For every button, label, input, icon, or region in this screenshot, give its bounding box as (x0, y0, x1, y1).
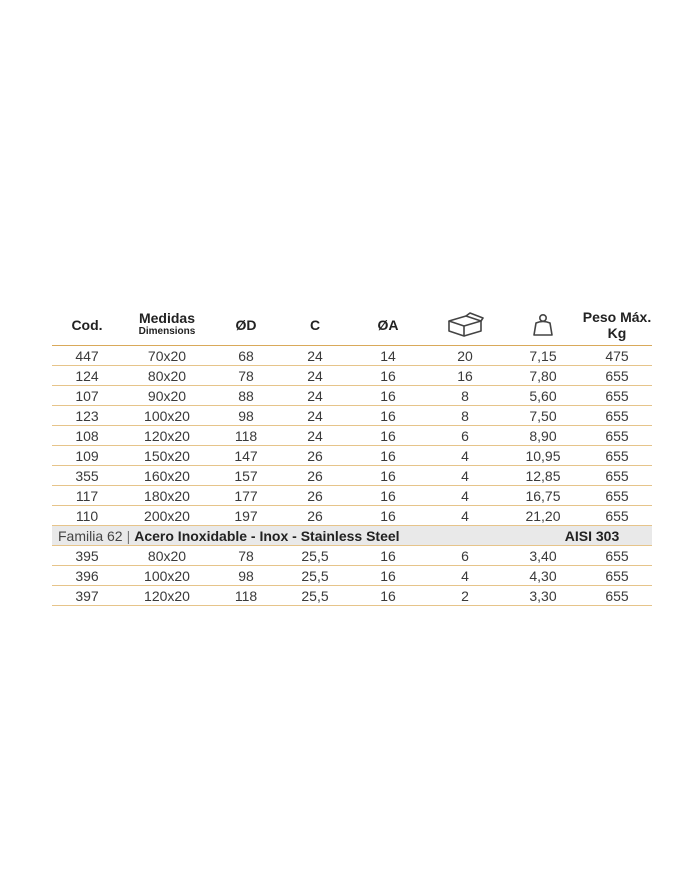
table-cell: 26 (307, 467, 323, 484)
table-cell: 4 (461, 467, 469, 484)
table-cell: 16 (380, 467, 396, 484)
table-cell: 8,90 (529, 427, 557, 444)
table-cell: 7,80 (529, 367, 557, 384)
table-cell: 25,5 (301, 567, 329, 584)
table-cell: 655 (605, 427, 629, 444)
family-separator: | (126, 527, 131, 544)
table-cell: 160x20 (144, 467, 190, 484)
table-cell: 80x20 (147, 547, 187, 564)
table-row (52, 346, 652, 366)
table-cell: 396 (75, 567, 99, 584)
table-row (52, 506, 652, 526)
table-cell: 124 (75, 367, 99, 384)
table-cell: 110 (75, 507, 99, 524)
table-cell: 6 (461, 427, 469, 444)
table-cell: 6 (461, 547, 469, 564)
table-cell: 157 (234, 467, 258, 484)
table-cell: 4 (461, 447, 469, 464)
family-label: Familia 62 (58, 527, 123, 544)
table-cell: 25,5 (301, 547, 329, 564)
table-cell: 8 (461, 387, 469, 404)
table-cell: 24 (307, 367, 323, 384)
table-cell: 16,75 (525, 487, 561, 504)
table-header (52, 305, 652, 346)
table-cell: 88 (238, 387, 254, 404)
table-cell: 655 (605, 487, 629, 504)
table-cell: 4,30 (529, 567, 557, 584)
table-cell: 3,30 (529, 587, 557, 604)
table-row (52, 406, 652, 426)
table-cell: 16 (380, 447, 396, 464)
table-cell: 395 (75, 547, 99, 564)
table-cell: 475 (605, 347, 629, 364)
table-cell: 5,60 (529, 387, 557, 404)
table-cell: 8 (461, 407, 469, 424)
table-cell: 78 (238, 367, 254, 384)
table-row (52, 466, 652, 486)
table-cell: 12,85 (525, 467, 561, 484)
table-cell: 655 (605, 367, 629, 384)
table-cell: 16 (380, 567, 396, 584)
table-cell: 655 (605, 467, 629, 484)
table-cell: 90x20 (147, 387, 187, 404)
table-cell: 4 (461, 507, 469, 524)
header-cod: Cod. (71, 317, 103, 333)
weight-icon (504, 312, 582, 338)
table-row (52, 386, 652, 406)
table-cell: 16 (380, 507, 396, 524)
table-cell: 355 (75, 467, 99, 484)
table-cell: 107 (75, 387, 99, 404)
table-cell: 7,50 (529, 407, 557, 424)
table-cell: 16 (380, 407, 396, 424)
table-cell: 80x20 (147, 367, 187, 384)
table-row (52, 546, 652, 566)
table-cell: 120x20 (144, 587, 190, 604)
table-cell: 3,40 (529, 547, 557, 564)
table-cell: 2 (461, 587, 469, 604)
family-row (52, 526, 652, 546)
table-cell: 109 (75, 447, 99, 464)
table-cell: 177 (234, 487, 258, 504)
header-dimensions-label: Dimensions (138, 326, 196, 337)
table-cell: 197 (234, 507, 258, 524)
table-cell: 123 (75, 407, 99, 424)
table-cell: 78 (238, 547, 254, 564)
table-cell: 26 (307, 507, 323, 524)
table-cell: 16 (380, 387, 396, 404)
table-cell: 655 (605, 507, 629, 524)
header-od: ØD (235, 317, 257, 333)
table-cell: 200x20 (144, 507, 190, 524)
header-medidas-label: Medidas (138, 310, 195, 326)
table-cell: 4 (461, 567, 469, 584)
table-cell: 98 (238, 567, 254, 584)
product-table (52, 305, 652, 606)
table-cell: 4 (461, 487, 469, 504)
header-peso: Peso Máx. Kg (582, 309, 652, 341)
table-cell: 180x20 (144, 487, 190, 504)
table-cell: 25,5 (301, 587, 329, 604)
table-cell: 447 (75, 347, 99, 364)
table-row (52, 446, 652, 466)
table-cell: 24 (307, 427, 323, 444)
table-cell: 70x20 (147, 347, 187, 364)
table-cell: 397 (75, 587, 99, 604)
table-cell: 10,95 (525, 447, 561, 464)
table-cell: 24 (307, 347, 323, 364)
table-cell: 68 (238, 347, 254, 364)
table-cell: 24 (307, 407, 323, 424)
table-cell: 16 (380, 547, 396, 564)
table-cell: 14 (380, 347, 396, 364)
table-cell: 117 (75, 487, 99, 504)
table-row (52, 366, 652, 386)
table-cell: 655 (605, 547, 629, 564)
header-medidas (122, 311, 212, 339)
box-icon (426, 312, 504, 338)
header-oa: ØA (377, 317, 399, 333)
table-cell: 118 (234, 587, 258, 604)
table-cell: 98 (238, 407, 254, 424)
rows-group-2 (52, 546, 652, 606)
table-cell: 24 (307, 387, 323, 404)
table-cell: 16 (457, 367, 473, 384)
table-cell: 655 (605, 447, 629, 464)
table-cell: 655 (605, 387, 629, 404)
table-cell: 16 (380, 427, 396, 444)
table-cell: 21,20 (525, 507, 561, 524)
table-cell: 26 (307, 487, 323, 504)
table-row (52, 566, 652, 586)
table-cell: 16 (380, 367, 396, 384)
table-cell: 26 (307, 447, 323, 464)
table-cell: 100x20 (144, 567, 190, 584)
table-cell: 147 (234, 447, 258, 464)
table-cell: 16 (380, 587, 396, 604)
family-title: Acero Inoxidable - Inox - Stainless Steel (134, 527, 400, 544)
table-row (52, 586, 652, 606)
table-cell: 16 (380, 487, 396, 504)
table-cell: 108 (75, 427, 99, 444)
table-cell: 150x20 (144, 447, 190, 464)
table-cell: 120x20 (144, 427, 190, 444)
table-cell: 20 (457, 347, 473, 364)
family-spec: AISI 303 (564, 527, 620, 544)
table-cell: 7,15 (529, 347, 557, 364)
header-c: C (309, 317, 321, 333)
table-row (52, 486, 652, 506)
table-cell: 655 (605, 567, 629, 584)
table-cell: 100x20 (144, 407, 190, 424)
table-cell: 655 (605, 587, 629, 604)
table-row (52, 426, 652, 446)
rows-group-1 (52, 346, 652, 526)
table-cell: 655 (605, 407, 629, 424)
table-cell: 118 (234, 427, 258, 444)
